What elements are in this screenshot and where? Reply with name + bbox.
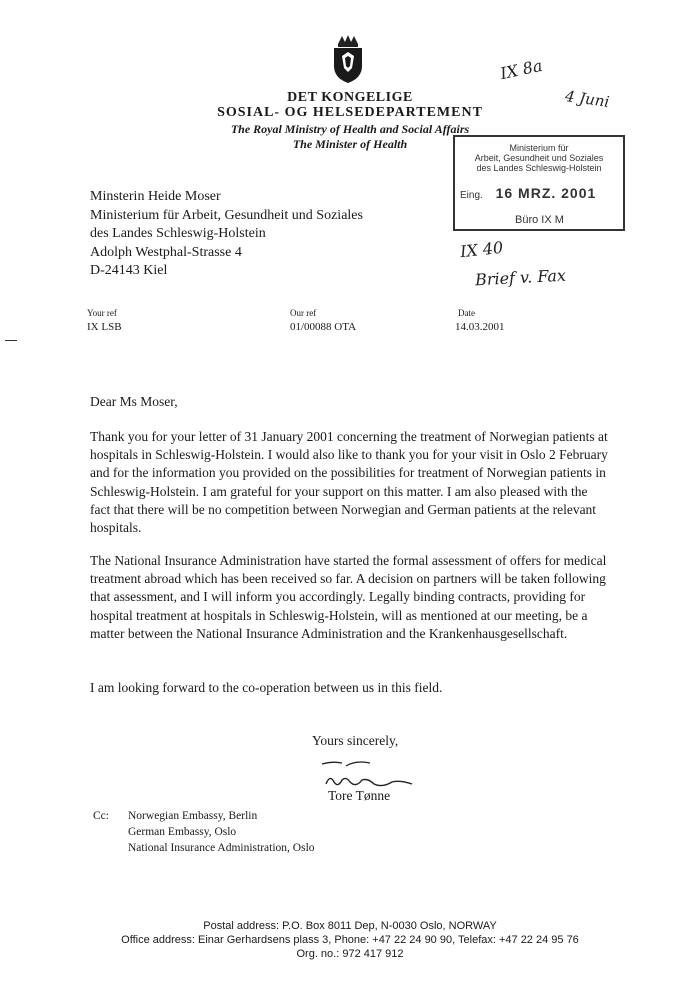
recipient-line: Adolph Westphal-Strasse 4 <box>90 244 242 260</box>
footer-org: Org. no.: 972 417 912 <box>296 948 404 960</box>
recipient-line: des Landes Schleswig-Holstein <box>90 226 266 241</box>
recipient-line: Ministerium für Arbeit, Gesundheit und Soziales <box>90 207 363 223</box>
footer-postal: Postal address: P.O. Box 8011 Dep, N-0030 Oslo, NORWAY <box>203 920 497 932</box>
signer-name: Tore Tønne <box>328 788 391 803</box>
handwritten-annotation-1: IX 8a <box>498 55 545 84</box>
stamp-date-value: 16 MRZ. 2001 <box>495 185 597 201</box>
receipt-stamp <box>453 135 625 231</box>
royal-crest-icon <box>330 34 366 84</box>
handwritten-annotation-3: IX 40 <box>459 237 505 262</box>
recipient-line: Minsterin Heide Moser <box>90 189 221 204</box>
letterhead-line-3: The Royal Ministry of Health and Social Affairs <box>230 122 470 136</box>
letterhead-line-1: DET KONGELIGE <box>287 90 413 105</box>
stamp-line-1: Ministerium für <box>509 143 569 153</box>
salutation: Dear Ms Moser, <box>90 394 178 409</box>
our-ref-value: 01/00088 OTA <box>290 321 357 333</box>
cc-item: German Embassy, Oslo <box>128 826 237 838</box>
letterhead-line-2: SOSIAL- OG HELSEDEPARTEMENT <box>217 105 483 120</box>
stamp-date-row <box>460 185 596 201</box>
recipient-address <box>90 188 363 281</box>
date-value: 14.03.2001 <box>455 321 505 333</box>
our-ref-label: Our ref <box>290 308 317 318</box>
handwritten-annotation-2: 4 Juni <box>563 86 611 112</box>
stamp-line-3: des Landes Schleswig-Holstein <box>476 163 602 173</box>
stamp-date-label: Eing. <box>460 190 483 201</box>
cc-list <box>128 808 315 856</box>
stamp-office: Büro IX M <box>515 214 564 226</box>
footer-office: Office address: Einar Gerhardsens plass 3, Phone: +47 22 24 90 90, Telefax: +47 22 24 95 76 <box>121 934 579 946</box>
your-ref-label: Your ref <box>87 308 117 318</box>
stamp-line-2: Arbeit, Gesundheit und Soziales <box>474 153 604 163</box>
margin-mark <box>5 340 17 341</box>
your-ref-value: IX LSB <box>87 321 122 333</box>
cc-item: National Insurance Administration, Oslo <box>128 842 315 854</box>
cc-label: Cc: <box>93 810 109 822</box>
cc-block <box>93 808 109 824</box>
closing-salutation: Yours sincerely, <box>312 733 399 748</box>
paragraph-2: The National Insurance Administration have started the formal assessment of offers for medical treatment abroad which has been received so far. A decision on partners will be taken following that assessment, and I will inform you accordingly. Legally binding contracts, providing for hospital treatment at hospitals in Schleswig-Holstein, will as mentioned at our meeting, be a matter between the National Insurance Administration and the Krankenhausgesellschaft. <box>90 553 607 641</box>
handwritten-annotation-4: Brief v. Fax <box>474 265 567 290</box>
letterhead-line-4: The Minister of Health <box>292 137 408 151</box>
paragraph-3: I am looking forward to the co-operation between us in this field. <box>90 680 443 695</box>
cc-item: Norwegian Embassy, Berlin <box>128 810 258 822</box>
date-label: Date <box>458 308 475 318</box>
recipient-line: D-24143 Kiel <box>90 263 168 278</box>
paragraph-1: Thank you for your letter of 31 January 2001 concerning the treatment of Norwegian patients at hospitals in Schleswig-Holstein. I would also like to thank you for your visit in Oslo 2 February and for the information you provided on the possibilities for treatment of Norwegian patients in Schleswig-Holstein. I am grateful for your support on this matter. I am also pleased with the fact that there will be no competition between Norwegian and German patients at the relevant hospitals. <box>90 429 608 536</box>
